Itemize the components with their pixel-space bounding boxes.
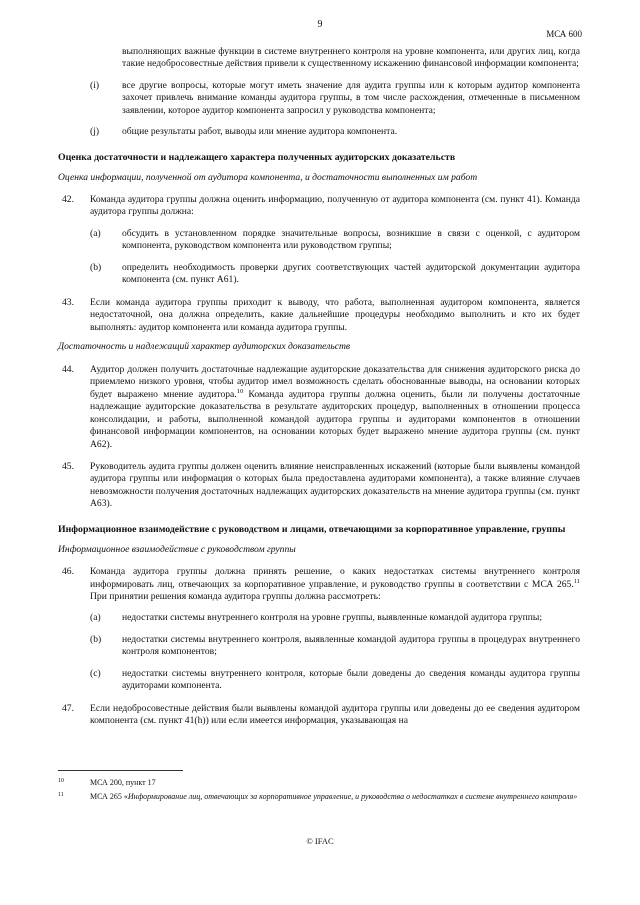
footnote-number: 10 xyxy=(58,778,64,784)
list-text: определить необходимость проверки других соответствующих частей аудиторской документации аудитора компонента (см. пункт A61). xyxy=(122,261,580,286)
list-label: (a) xyxy=(90,227,101,239)
page-number: 9 xyxy=(317,19,323,30)
list-item-b xyxy=(90,634,580,659)
list-text: обсудить в установленном порядке значительные вопросы, возникшие в связи с оценкой, с аудитором компонента, руководством компонента или руководством группы; xyxy=(122,227,580,252)
list-item-c xyxy=(90,668,580,693)
section-heading: Оценка достаточности и надлежащего характера полученных аудиторских доказательств xyxy=(58,151,456,163)
list-text: недостатки системы внутреннего контроля, выявленные командой аудитора группы в процедурах внутреннего контроля компонентов; xyxy=(122,633,580,658)
list-label: (i) xyxy=(90,79,100,91)
footnote-text xyxy=(90,792,580,802)
list-label: (b) xyxy=(90,261,102,273)
list-label: (c) xyxy=(90,667,101,679)
list-text: все другие вопросы, которые могут иметь значение для аудита группы или к которым аудитор компонента захочет привлечь внимание команды аудитора группы, в том числе расхождения, отмеченные в письменном заявлении, которое аудитор компонента запросил у руководства компонента; xyxy=(122,79,580,116)
text-part: Аудитор должен получить достаточные надлежащие аудиторские доказательства для снижения аудиторского риска до приемлемо низкого уровня, чтобы аудитор имел возможность сделать обоснованные выводы, на основании которых будет выражено мнение аудитора. xyxy=(90,363,580,400)
list-text: недостатки системы внутреннего контроля на уровне группы, выявленные командой аудитора группы; xyxy=(122,612,542,624)
paragraph-text: Команда аудитора группы должна оценить информацию, полученную от аудитора компонента (см. пункт 41). Команда аудитора группы должна: xyxy=(90,194,580,218)
paragraph-47 xyxy=(58,703,580,728)
footnote-ref: 10 xyxy=(236,387,244,395)
list-label: (j) xyxy=(90,126,100,138)
list-item-b xyxy=(90,262,580,287)
paragraph-46 xyxy=(58,566,580,603)
paragraph-number: 43. xyxy=(62,296,74,308)
paragraph-number: 42. xyxy=(62,194,74,206)
continuation-paragraph: выполняющих важные функции в системе внутреннего контроля на уровне компонента, или других лиц, когда такие недобросовестные действия привели к существенному искажению финансовой информации компонента; xyxy=(122,46,580,70)
list-item-i xyxy=(90,80,580,117)
footnote-text: МСА 200, пункт 17 xyxy=(90,778,156,787)
text-part: Команда аудитора группы должна оценить, были ли получены достаточные надлежащие аудиторские доказательства в результате аудиторских процедур, выполненных в отношении процесса консолидации, и работы, выполненной командой аудитора группы и аудиторами компонентов в отношении финансовой информации компонентов, на основании которых будет выражено мнение аудитора группы (см. пункт A62). xyxy=(90,388,580,450)
paragraph-42 xyxy=(58,194,580,219)
paragraph-number: 44. xyxy=(62,363,74,375)
list-item-a xyxy=(90,228,580,253)
list-text: общие результаты работ, выводы или мнение аудитора компонента. xyxy=(122,126,398,138)
paragraph-text: Если недобросовестные действия были выявлены командой аудитора группы или доведены до ее сведения аудитором компонента (см. пункт 41(h)) или если имеется информация, указывающая на xyxy=(90,702,580,727)
paragraph-number: 46. xyxy=(62,566,74,578)
footnote-divider xyxy=(58,770,183,771)
list-item-j xyxy=(90,126,580,138)
paragraph-text xyxy=(90,566,580,603)
paragraph-text: Если команда аудитора группы приходит к выводу, что работа, выполненная аудитором компонента, является недостаточной, она должна определить, какие дальнейшие процедуры необходимо выполнить и кто их будет выполнять: аудитор компонента или команда аудитора группы. xyxy=(90,296,580,333)
paragraph-44 xyxy=(58,364,580,451)
paragraph-43 xyxy=(58,297,580,334)
footnote-11 xyxy=(58,792,580,802)
footnote-text-lead: МСА 265 « xyxy=(90,792,128,801)
section-heading: Информационное взаимодействие с руководством и лицами, отвечающими за корпоративное управление, группы xyxy=(58,523,566,535)
footnote-10 xyxy=(58,778,580,788)
text-part: Команда аудитора группы должна принять решение, о каких недостатках системы внутреннего контроля информировать лиц, отвечающих за корпоративное управление, и руководство группы в соответствии с МСА 265. xyxy=(90,566,580,590)
footnote-text-title: Информирование лиц, отвечающих за корпоративное управление, и руководства о недостатках в системе внутреннего контроля» xyxy=(127,792,578,801)
paragraph-45 xyxy=(58,461,580,511)
list-text: недостатки системы внутреннего контроля, которые были доведены до сведения команды аудитора группы аудиторами компонента. xyxy=(122,667,580,692)
footnote-ref: 11 xyxy=(573,577,580,585)
paragraph-text xyxy=(90,364,580,451)
subsection-heading: Достаточность и надлежащий характер аудиторских доказательств xyxy=(58,341,351,353)
page-body xyxy=(58,46,580,728)
paragraph-number: 45. xyxy=(62,460,74,472)
paragraph-text: Руководитель аудита группы должен оценить влияние неисправленных искажений (которые были выявлены командой аудитора группы или информация о которых была предоставлена аудиторами компонента), а также влияние случаев невозможности получения достаточных надлежащих аудиторских доказательств на мнение аудитора группы (см. пункт A63). xyxy=(90,460,580,510)
list-item-a xyxy=(90,612,580,624)
list-label: (b) xyxy=(90,633,102,645)
subsection-heading: Оценка информации, полученной от аудитора компонента, и достаточности выполненных им работ xyxy=(58,171,478,183)
document-id: МСА 600 xyxy=(546,29,582,39)
subsection-heading: Информационное взаимодействие с руководством группы xyxy=(58,543,296,555)
paragraph-number: 47. xyxy=(62,702,74,714)
list-label: (a) xyxy=(90,612,101,624)
copyright-footer: © IFAC xyxy=(306,836,334,846)
text-part: При принятии решения команда аудитора группы должна рассмотреть: xyxy=(90,591,381,602)
footnote-number: 11 xyxy=(58,792,64,798)
